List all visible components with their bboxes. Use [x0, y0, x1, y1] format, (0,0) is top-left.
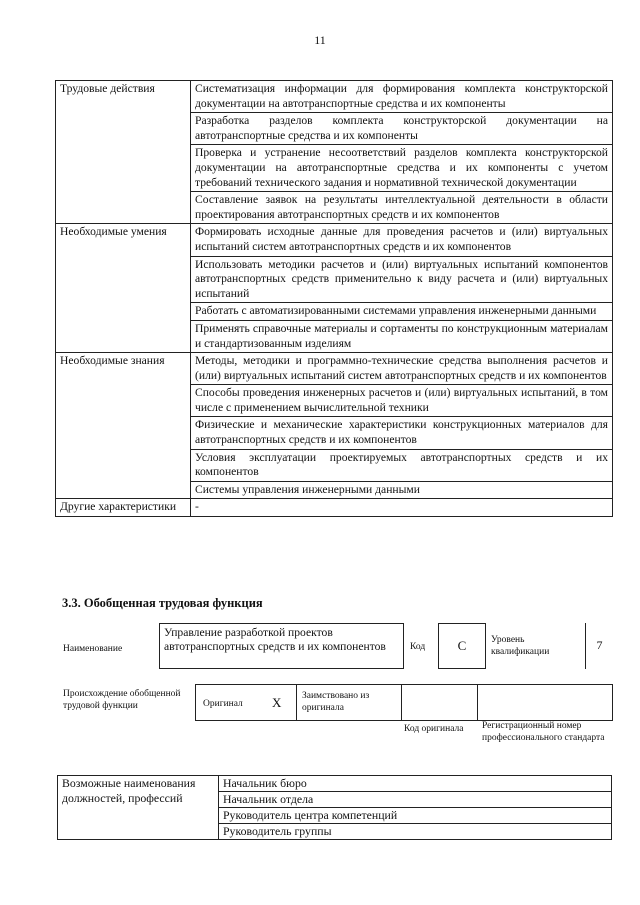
- row-item-text: -: [191, 499, 613, 517]
- row-group-label: Трудовые действия: [56, 81, 191, 224]
- code-original-label: Код оригинала: [404, 724, 464, 734]
- job-function-table: [55, 80, 613, 517]
- position-item: Руководитель группы: [219, 824, 612, 840]
- row-item-text: Физические и механические характеристики конструкционных материалов для автотранспортных средств и их компонентов: [191, 417, 613, 449]
- row-item-text: Использовать методики расчетов и (или) виртуальных испытаний компонентов автотранспортных средств применительно к виду расчета и (или) виртуальных испытаний: [191, 256, 613, 303]
- row-item-text: Применять справочные материалы и сортаменты по конструкционным материалам и стандартизованным изделиям: [191, 320, 613, 352]
- table-row: [56, 499, 613, 517]
- table-row: [56, 353, 613, 385]
- row-item-text: Работать с автоматизированными системами управления инженерными данными: [191, 303, 613, 321]
- row-item-text: Системы управления инженерными данными: [191, 481, 613, 499]
- origin-box: [195, 684, 613, 721]
- name-label: Наименование: [63, 644, 123, 654]
- table-row: [56, 81, 613, 113]
- row-item-text: Проверка и устранение несоответствий разделов комплекта конструкторской документации на автотранспортные средства и их компоненты с учетом требований технического задания и нормативной технической документации: [191, 145, 613, 192]
- origin-label: Происхождение обобщенной трудовой функции: [63, 689, 181, 711]
- original-mark: X: [272, 695, 282, 710]
- borrowed-label: Заимствовано из оригинала: [302, 691, 370, 713]
- code-label: Код: [410, 642, 426, 652]
- row-item-text: Разработка разделов комплекта конструкторской документации на автотранспортные средства и их компоненты: [191, 113, 613, 145]
- level-value: 7: [585, 623, 613, 669]
- row-group-label: Другие характеристики: [56, 499, 191, 517]
- position-item: Руководитель центра компетенций: [219, 808, 612, 824]
- code-value: C: [438, 623, 486, 669]
- positions-table: [57, 775, 612, 840]
- original-label: Оригинал: [203, 699, 243, 709]
- level-label: Уровень квалификации: [491, 635, 550, 657]
- row-group-label: Необходимые знания: [56, 353, 191, 499]
- row-item-text: Систематизация информации для формирования комплекта конструкторской документации на автотранспортные средства и их компоненты: [191, 81, 613, 113]
- row-group-label: Необходимые умения: [56, 224, 191, 353]
- row-item-text: Условия эксплуатации проектируемых автотранспортных средств и их компонентов: [191, 449, 613, 481]
- section-title: 3.3. Обобщенная трудовая функция: [62, 596, 263, 610]
- row-item-text: Формировать исходные данные для проведения расчетов и (или) виртуальных испытаний систем автотранспортных средств и их компонентов: [191, 224, 613, 256]
- position-item: Начальник отдела: [219, 792, 612, 808]
- row-item-text: Составление заявок на результаты интеллектуальной деятельности в области проектирования автотранспортных средств и их компонентов: [191, 192, 613, 224]
- page-number: 11: [314, 33, 326, 47]
- positions-label: Возможные наименования должностей, профессий: [58, 776, 219, 840]
- position-item: Начальник бюро: [219, 776, 612, 792]
- name-value: Управление разработкой проектов автотранспортных средств и их компонентов: [164, 626, 386, 653]
- row-item-text: Способы проведения инженерных расчетов и (или) виртуальных испытаний, в том числе с применением вычислительной техники: [191, 385, 613, 417]
- table-row: [56, 224, 613, 256]
- row-item-text: Методы, методики и программно-технические средства выполнения расчетов и (или) виртуальных испытаний систем автотранспортных средств и их компонентов: [191, 353, 613, 385]
- reg-number-label: Регистрационный номер профессионального стандарта: [482, 721, 605, 743]
- name-value-box: [159, 623, 404, 669]
